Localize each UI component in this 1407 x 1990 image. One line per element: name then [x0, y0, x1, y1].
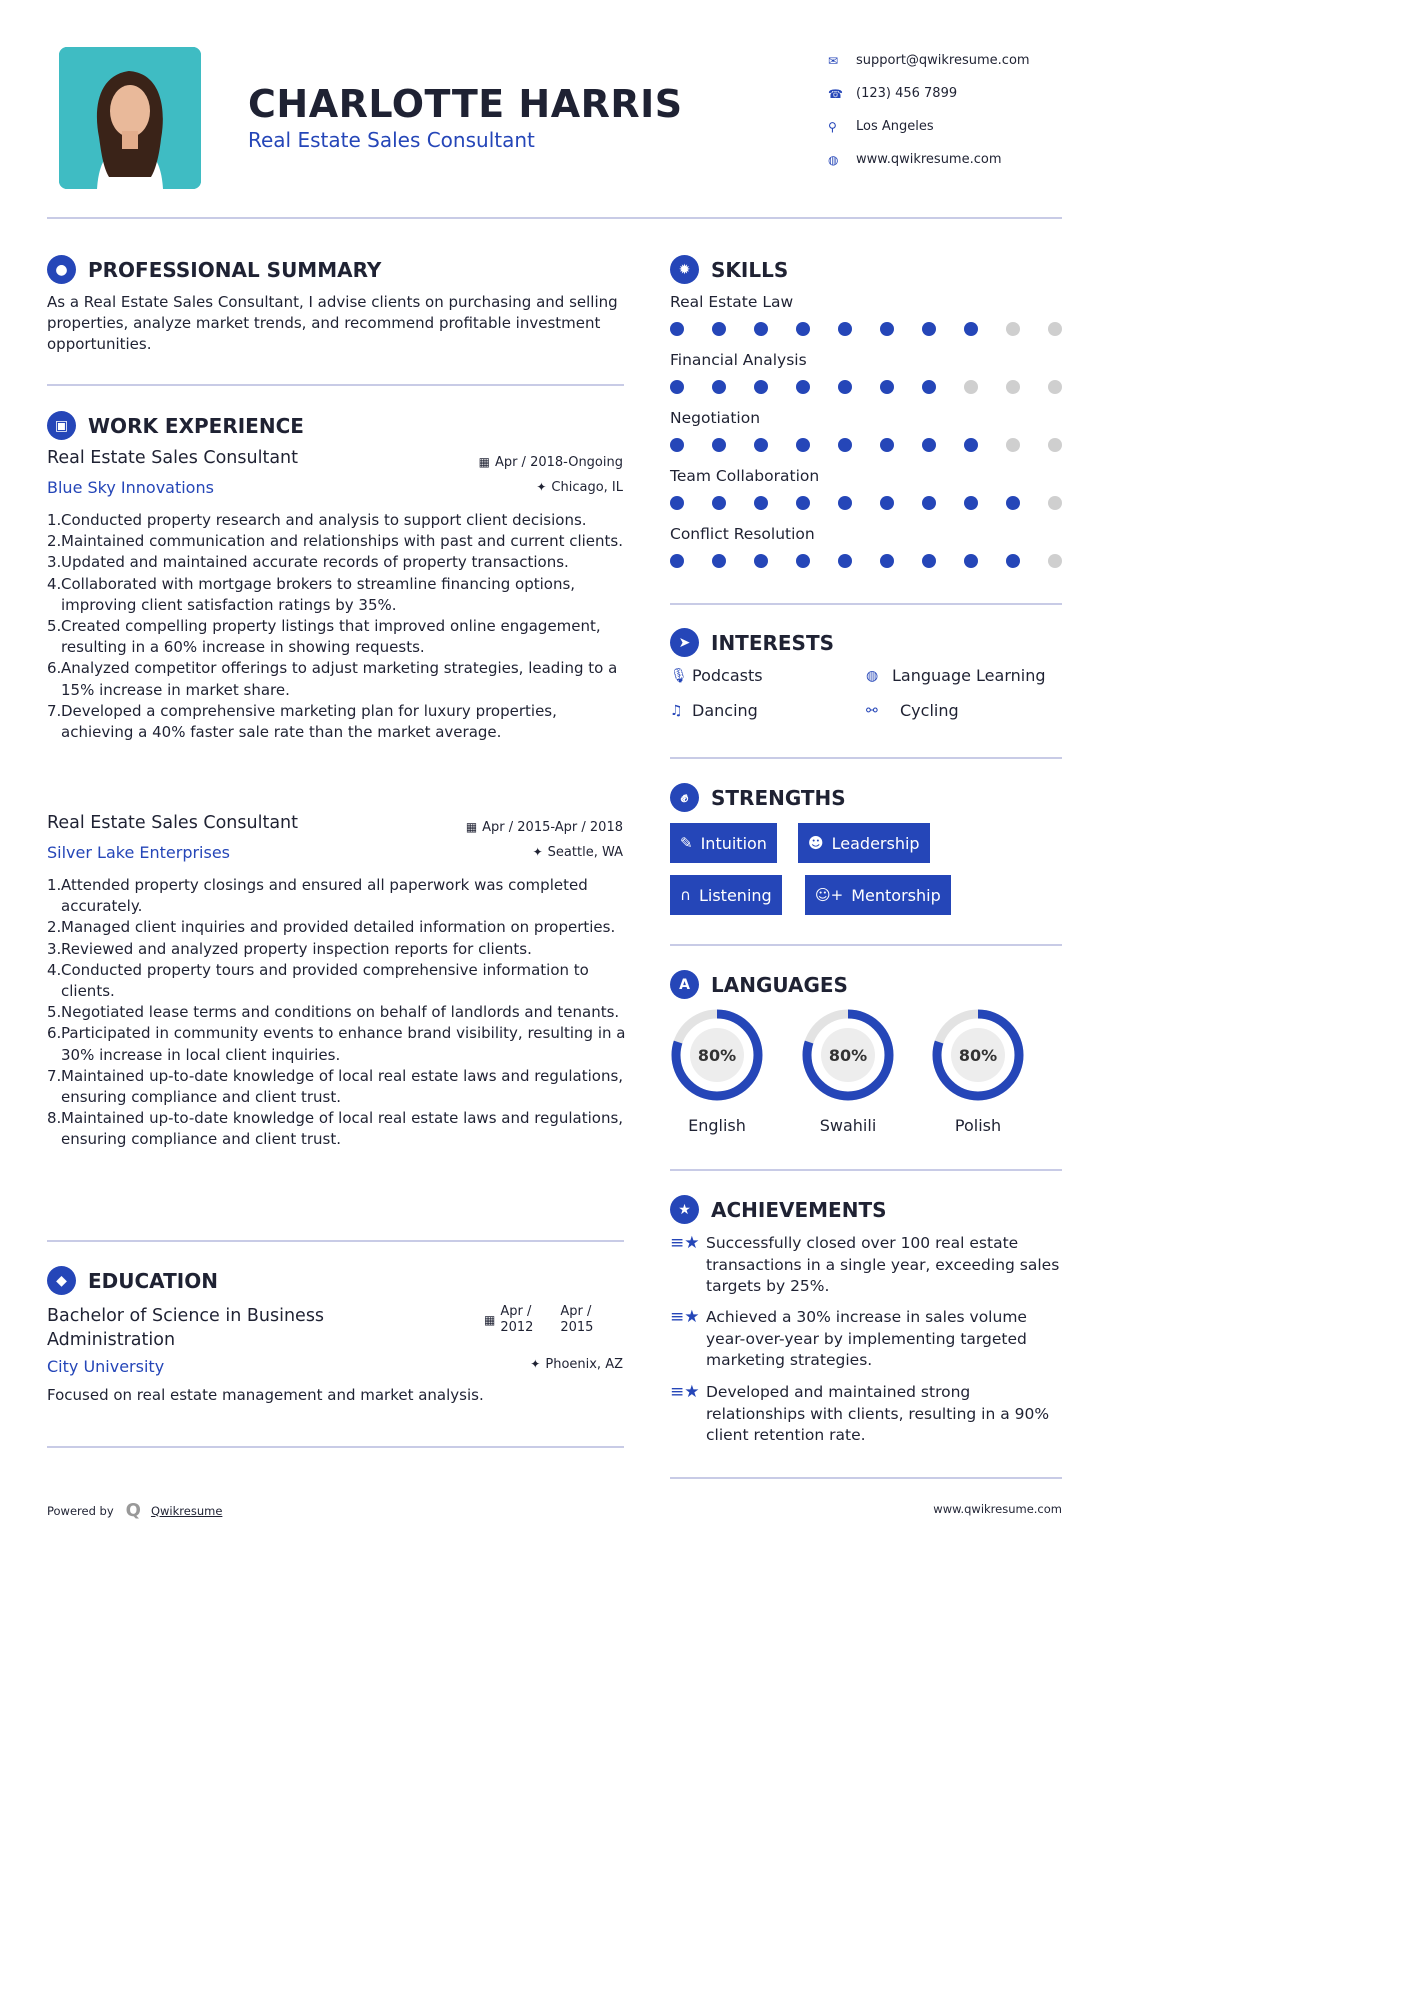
job-location: [533, 845, 623, 860]
skill-dot-filled: [880, 496, 894, 510]
contact-email-text: support@qwikresume.com: [856, 53, 1030, 68]
job-duties-list: [47, 510, 632, 743]
skill-dot-filled: [964, 322, 978, 336]
skill-dot-filled: [796, 438, 810, 452]
skill-dot-filled: [796, 380, 810, 394]
phone-icon: ☎: [828, 86, 843, 101]
list-item: 6. Participated in community events to enhance brand visibility, resulting in a 30% increase in local client inquiries.: [47, 1023, 632, 1065]
strength-label: Mentorship: [851, 885, 941, 905]
skill-dot-filled: [670, 496, 684, 510]
language-ring: [799, 1006, 897, 1104]
achievement-item: [670, 1233, 1060, 1298]
star-badge-icon: ★: [670, 1195, 699, 1224]
list-item: 1. Conducted property research and analysis to support client decisions.: [47, 510, 632, 531]
headphones-icon: ∩: [680, 886, 691, 904]
language-percent: 80%: [828, 1046, 868, 1065]
list-item: 4. Conducted property tours and provided comprehensive information to clients.: [47, 960, 632, 1002]
header-divider: [47, 217, 1062, 219]
globe-icon: ◍: [828, 152, 839, 167]
experience-heading-text: WORK EXPERIENCE: [88, 413, 304, 438]
achievement-text: Developed and maintained strong relationships with clients, resulting in a 90% client retention rate.: [706, 1383, 1050, 1444]
skill-dot-filled: [754, 380, 768, 394]
skill-dot-empty: [1006, 438, 1020, 452]
achievement-item: [670, 1382, 1060, 1447]
languages-heading-text: LANGUAGES: [711, 972, 848, 997]
duty-text: Conducted property research and analysis to support client decisions.: [61, 511, 587, 529]
skill-dot-empty: [964, 380, 978, 394]
job-title: Real Estate Sales Consultant: [47, 813, 299, 833]
duty-text: Created compelling property listings that improved online engagement, resulting in a 60% increase in showing requests.: [61, 617, 601, 657]
strength-chip: [670, 875, 782, 915]
skill-dot-filled: [712, 496, 726, 510]
skill-rating: [670, 554, 1062, 568]
skill-rating: [670, 438, 1062, 452]
footer-branding: [47, 1500, 222, 1521]
skill-dot-empty: [1048, 380, 1062, 394]
skill-dot-empty: [1006, 322, 1020, 336]
job-date-text: Apr / 2015-Apr / 2018: [482, 820, 623, 835]
achievements-heading: [670, 1195, 887, 1224]
list-item: 5. Created compelling property listings that improved online engagement, resulting in a 60% increase in showing requests.: [47, 616, 632, 658]
duty-text: Analyzed competitor offerings to adjust marketing strategies, leading to a 15% increase in market share.: [61, 659, 618, 699]
duty-text: Reviewed and analyzed property inspection reports for clients.: [61, 939, 532, 958]
job-location: [536, 480, 623, 495]
education-heading-text: EDUCATION: [88, 1268, 218, 1293]
language-item: [667, 1006, 767, 1135]
achievements-divider: [670, 1477, 1062, 1479]
candidate-name: CHARLOTTE HARRIS: [248, 82, 683, 126]
language-name: English: [688, 1116, 746, 1135]
interests-heading-text: INTERESTS: [711, 630, 834, 655]
contact-location: [828, 110, 1088, 143]
music-note-icon: ♫: [670, 702, 683, 719]
skill-dot-filled: [712, 438, 726, 452]
list-item: 3. Updated and maintained accurate records of property transactions.: [47, 552, 632, 573]
skill-name: Negotiation: [670, 409, 761, 427]
strengths-heading-text: STRENGTHS: [711, 785, 846, 810]
job-company: Silver Lake Enterprises: [47, 843, 231, 862]
experience-divider: [47, 1240, 624, 1242]
skill-dot-filled: [670, 438, 684, 452]
candidate-title: Real Estate Sales Consultant: [248, 128, 535, 152]
skill-dot-filled: [754, 554, 768, 568]
strength-label: Intuition: [700, 833, 767, 853]
education-location: [530, 1357, 623, 1372]
skill-dot-empty: [1048, 496, 1062, 510]
strength-chip: [805, 875, 951, 915]
contact-website-text: www.qwikresume.com: [856, 152, 1002, 167]
skill-dot-filled: [712, 554, 726, 568]
list-item: 7. Developed a comprehensive marketing plan for luxury properties, achieving a 40% faster sale rate than the market average.: [47, 701, 632, 743]
language-name: Swahili: [819, 1116, 877, 1135]
skill-dot-filled: [922, 496, 936, 510]
languages-heading: [670, 970, 848, 999]
skill-dot-filled: [838, 438, 852, 452]
duty-text: Maintained up-to-date knowledge of local real estate laws and regulations, ensuring compliance and client trust.: [61, 1109, 624, 1149]
language-item: [798, 1006, 898, 1135]
list-item: 7. Maintained up-to-date knowledge of local real estate laws and regulations, ensuring compliance and client trust.: [47, 1066, 632, 1108]
skill-dot-filled: [796, 322, 810, 336]
education-date-end: Apr / 2015: [560, 1304, 594, 1335]
skill-dot-filled: [796, 554, 810, 568]
skill-dot-filled: [670, 322, 684, 336]
paper-plane-icon: ➤: [670, 628, 699, 657]
skill-rating: [670, 496, 1062, 510]
language-item: [928, 1006, 1028, 1135]
skill-dot-filled: [922, 554, 936, 568]
skill-dot-filled: [670, 554, 684, 568]
degree-title: Bachelor of Science in Business Administration: [47, 1306, 325, 1350]
pushpin-icon: ✦: [532, 845, 543, 859]
language-ring: [929, 1006, 1027, 1104]
skill-dot-filled: [922, 322, 936, 336]
footer-brand-link[interactable]: Qwikresume: [150, 1503, 223, 1518]
list-item: 1. Attended property closings and ensured all paperwork was completed accurately.: [47, 875, 632, 917]
job-date: [466, 820, 623, 835]
powered-by-label: Powered by: [47, 1503, 114, 1518]
duty-text: Maintained up-to-date knowledge of local real estate laws and regulations, ensuring compliance and client trust.: [61, 1066, 624, 1107]
fist-icon: ✊︎: [670, 783, 699, 812]
skill-dot-filled: [670, 380, 684, 394]
duty-text: Developed a comprehensive marketing plan for luxury properties, achieving a 40% faster sale rate than the market average.: [61, 701, 557, 742]
skill-dot-empty: [1048, 322, 1062, 336]
skill-dot-filled: [1006, 554, 1020, 568]
interests-heading: [670, 628, 834, 657]
skill-dot-filled: [754, 322, 768, 336]
education-location-text: Phoenix, AZ: [545, 1357, 623, 1372]
user-icon: ●: [47, 255, 76, 284]
education-date-start: Apr / 2012: [500, 1304, 534, 1335]
footer-url[interactable]: www.qwikresume.com: [933, 1502, 1062, 1516]
interest-item: [866, 701, 959, 720]
education-date: [484, 1304, 614, 1336]
skill-name: Team Collaboration: [670, 467, 820, 485]
education-heading: [47, 1266, 218, 1295]
calendar-icon: ▦: [478, 455, 490, 469]
education-description: Focused on real estate management and market analysis.: [47, 1386, 484, 1404]
skill-dot-filled: [880, 322, 894, 336]
calendar-icon: ▦: [484, 1313, 496, 1327]
language-ring: [668, 1006, 766, 1104]
contact-email[interactable]: [828, 44, 1088, 77]
languages-divider: [670, 1169, 1062, 1171]
summary-text: As a Real Estate Sales Consultant, I advise clients on purchasing and selling properties, analyze market trends, and recommend profitable investment opportunities.: [47, 293, 618, 353]
interest-item: [866, 666, 1046, 685]
skill-dot-filled: [964, 438, 978, 452]
list-item: 3. Reviewed and analyzed property inspection reports for clients.: [47, 939, 632, 960]
interest-label: Cycling: [900, 701, 959, 720]
user-plus-icon: ☺+: [815, 886, 844, 904]
pushpin-icon: ✦: [536, 480, 547, 494]
skill-dot-filled: [880, 438, 894, 452]
list-item: 2. Managed client inquiries and provided detailed information on properties.: [47, 917, 632, 938]
strength-chip: [798, 823, 930, 863]
contact-phone-text: (123) 456 7899: [856, 86, 958, 101]
duty-text: Conducted property tours and provided comprehensive information to clients.: [61, 960, 589, 1001]
skill-dot-empty: [1048, 438, 1062, 452]
interest-label: Language Learning: [892, 666, 1046, 685]
duty-text: Managed client inquiries and provided detailed information on properties.: [61, 918, 616, 937]
magic-wand-icon: ✎: [680, 834, 693, 852]
summary-divider: [47, 384, 624, 386]
duty-text: Updated and maintained accurate records of property transactions.: [61, 553, 569, 572]
achievements-heading-text: ACHIEVEMENTS: [711, 1197, 887, 1222]
job-duties-list: [47, 875, 632, 1151]
skills-heading: [670, 255, 788, 284]
duty-text: Maintained communication and relationships with past and current clients.: [61, 532, 624, 551]
language-name: Polish: [954, 1116, 1002, 1135]
skill-dot-filled: [838, 322, 852, 336]
strengths-divider: [670, 944, 1062, 946]
language-icon: A: [670, 970, 699, 999]
profile-photo: [59, 47, 201, 189]
strengths-heading: [670, 783, 846, 812]
skill-dot-filled: [712, 380, 726, 394]
interest-item: [670, 701, 758, 720]
calendar-icon: ▦: [465, 820, 478, 834]
contact-phone[interactable]: [828, 77, 1088, 110]
skill-dot-filled: [922, 380, 936, 394]
language-percent: 80%: [958, 1046, 998, 1065]
skill-dot-filled: [964, 496, 978, 510]
education-divider: [47, 1446, 624, 1448]
strength-chip: [670, 823, 777, 863]
interest-label: Dancing: [692, 701, 758, 720]
skills-divider: [670, 603, 1062, 605]
users-icon: ☻: [808, 834, 824, 852]
skill-dot-filled: [796, 496, 810, 510]
job-location-text: Chicago, IL: [551, 480, 623, 495]
job-title: Real Estate Sales Consultant: [47, 448, 299, 468]
list-item: 4. Collaborated with mortgage brokers to streamline financing options, improving client satisfaction ratings by 35%.: [47, 574, 632, 616]
skill-dot-empty: [1006, 380, 1020, 394]
skill-dot-filled: [754, 438, 768, 452]
achievement-text: Achieved a 30% increase in sales volume year-over-year by implementing targeted marketing strategies.: [706, 1308, 1027, 1369]
job-location-text: Seattle, WA: [547, 845, 623, 860]
skill-dot-filled: [922, 438, 936, 452]
achievement-text: Successfully closed over 100 real estate transactions in a single year, exceeding sales targets by 25%.: [706, 1234, 1060, 1295]
skill-name: Conflict Resolution: [670, 525, 815, 543]
qwikresume-logo-icon: Q: [125, 1500, 141, 1521]
summary-heading-text: PROFESSIONAL SUMMARY: [88, 257, 382, 282]
skill-rating: [670, 380, 1062, 394]
summary-heading: [47, 255, 381, 284]
lightbulb-icon: ✹: [670, 255, 699, 284]
list-item: 6. Analyzed competitor offerings to adjust marketing strategies, leading to a 15% increase in market share.: [47, 658, 632, 700]
skill-rating: [670, 322, 1062, 336]
skills-heading-text: SKILLS: [711, 257, 789, 282]
job-date: [479, 455, 623, 470]
duty-text: Negotiated lease terms and conditions on behalf of landlords and tenants.: [61, 1003, 620, 1022]
shooting-star-icon: ≡★: [670, 1307, 700, 1327]
experience-heading: [47, 411, 304, 440]
skill-dot-filled: [880, 380, 894, 394]
interest-item: [670, 666, 763, 685]
skill-name: Real Estate Law: [670, 293, 794, 311]
envelope-icon: ✉: [828, 53, 839, 68]
contact-list: [828, 44, 1088, 176]
skill-dot-filled: [964, 554, 978, 568]
map-pin-icon: ⚲: [828, 119, 837, 134]
strength-label: Leadership: [831, 833, 920, 853]
bicycle-icon: ⚯: [866, 702, 878, 719]
list-item: 8. Maintained up-to-date knowledge of local real estate laws and regulations, ensuring compliance and client trust.: [47, 1108, 632, 1150]
contact-location-text: Los Angeles: [856, 119, 934, 134]
shooting-star-icon: ≡★: [670, 1233, 700, 1253]
achievement-item: [670, 1307, 1060, 1372]
duty-text: Collaborated with mortgage brokers to streamline financing options, improving client satisfaction ratings by 35%.: [61, 574, 576, 614]
graduate-icon: ◆: [47, 1266, 76, 1295]
interest-label: Podcasts: [692, 666, 763, 685]
strength-label: Listening: [698, 885, 772, 905]
contact-website[interactable]: [828, 143, 1088, 176]
list-item: 2. Maintained communication and relationships with past and current clients.: [47, 531, 632, 552]
duty-text: Attended property closings and ensured all paperwork was completed accurately.: [61, 876, 588, 916]
skill-dot-filled: [880, 554, 894, 568]
briefcase-icon: ▣: [47, 411, 76, 440]
skill-dot-filled: [712, 322, 726, 336]
skill-dot-filled: [838, 554, 852, 568]
list-item: 5. Negotiated lease terms and conditions on behalf of landlords and tenants.: [47, 1002, 632, 1023]
language-percent: 80%: [697, 1046, 737, 1065]
skill-dot-filled: [1006, 496, 1020, 510]
skill-name: Financial Analysis: [670, 351, 807, 369]
skill-dot-filled: [838, 496, 852, 510]
microphone-icon: 🎙︎: [670, 667, 688, 684]
job-company: Blue Sky Innovations: [47, 478, 214, 497]
school-name: City University: [47, 1357, 165, 1376]
duty-text: Participated in community events to enhance brand visibility, resulting in a 30% increase in local client inquiries.: [61, 1024, 626, 1064]
skill-dot-filled: [838, 380, 852, 394]
skill-dot-empty: [1048, 554, 1062, 568]
shooting-star-icon: ≡★: [670, 1382, 700, 1402]
skill-dot-filled: [754, 496, 768, 510]
pushpin-icon: ✦: [530, 1357, 541, 1371]
job-date-text: Apr / 2018-Ongoing: [494, 455, 623, 470]
globe-icon: ◍: [866, 667, 879, 684]
interests-divider: [670, 757, 1062, 759]
